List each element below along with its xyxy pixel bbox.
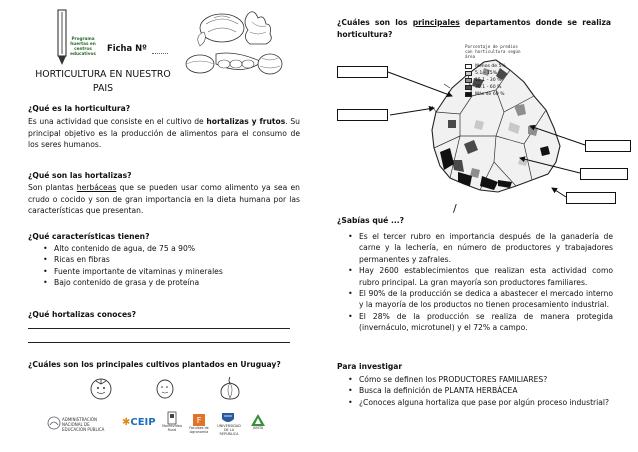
list-item: • Alto contenido de agua, de 75 a 90% xyxy=(40,243,300,254)
investigar-list xyxy=(345,374,613,408)
list-item: • Bajo contenido de grasa y de proteína xyxy=(40,277,300,288)
universidad-logo-text: UNIVERSIDAD DE LA REPÚBLICA xyxy=(217,424,241,436)
caracteristicas-list xyxy=(40,243,300,289)
ficha-label: Ficha Nº xyxy=(107,43,147,53)
montevideo-logo xyxy=(162,410,182,434)
legend-label: 15.1 - 30 % xyxy=(475,78,502,83)
answer-hortalizas-text: Son plantas xyxy=(28,183,77,192)
list-item: • Cómo se definen los PRODUCTORES FAMILIARES? xyxy=(345,374,613,385)
pencil-logo-icon xyxy=(55,8,69,66)
answer-horticultura xyxy=(28,116,300,151)
map-arrows xyxy=(330,60,620,210)
answer-hortalizas-rest: que se pueden usar como alimento ya sea en crudo o cocido y son de gran importancia en la dieta humana por las características que presentan. xyxy=(28,183,300,216)
list-item: • El 28% de la producción se realiza de manera protegida (invernáculo, microtunel) y el 72% a campo. xyxy=(345,311,613,334)
question-departamentos xyxy=(337,17,611,40)
anep-logo-icon xyxy=(47,416,61,430)
answer-line[interactable] xyxy=(28,342,290,343)
answer-box[interactable] xyxy=(337,66,388,78)
map-legend-title: Porcentaje de predios con horticultura según área xyxy=(465,44,521,59)
investigar-title: Para investigar xyxy=(337,362,403,371)
legend-label: Menos de 5% xyxy=(475,64,506,69)
facultad-logo xyxy=(189,412,209,434)
ceip-logo: ✱CEIP xyxy=(122,417,156,428)
list-item: • Busca la definición de PLANTA HERBÁCEA xyxy=(345,385,613,396)
potato-icon xyxy=(154,378,176,400)
facultad-logo-text: Facultad de Agronomía xyxy=(189,426,209,434)
question-hortalizas: ¿Qué son las hortalizas? xyxy=(28,171,132,180)
montevideo-logo-icon xyxy=(165,411,179,425)
ceip-logo-text: CEIP xyxy=(130,417,156,428)
montevideo-logo-text: Montevideo Rural xyxy=(162,424,182,432)
sabias-title: ¿Sabías qué ...? xyxy=(337,216,405,225)
junta-logo-text: JUNTA xyxy=(252,426,264,430)
answer-hortalizas xyxy=(28,182,300,217)
answer-box[interactable] xyxy=(566,192,616,204)
slash-mark: / xyxy=(453,202,457,215)
universidad-logo-icon xyxy=(220,411,236,425)
answer-box[interactable] xyxy=(337,109,388,121)
list-item: • Es el tercer rubro en importancia después de la ganadería de carne y la lechería, en número de productores y trabajadores permanentes y zafrales. xyxy=(345,231,613,265)
question-departamentos-rest: departamentos donde se realiza horticultura? xyxy=(337,18,611,39)
junta-logo xyxy=(250,412,268,434)
junta-logo-icon xyxy=(250,413,266,427)
list-item: • ¿Conoces alguna hortaliza que pase por algún proceso industrial? xyxy=(345,397,613,408)
legend-label: Más de 60 % xyxy=(475,92,505,97)
ficha-number-line xyxy=(152,53,168,54)
legend-label: 30.1 - 60 % xyxy=(475,85,502,90)
answer-box[interactable] xyxy=(585,140,631,152)
answer-horticultura-rest: . Su principal objetivo es la producción de alimentos para el consumo de los seres humanos. xyxy=(28,117,300,150)
sabias-list xyxy=(345,231,613,334)
question-horticultura: ¿Qué es la horticultura? xyxy=(28,104,131,113)
program-logo-text: Programa huertas en centros educativos xyxy=(70,36,96,56)
list-item: • Fuente importante de vitaminas y minerales xyxy=(40,266,300,277)
legend-label: 5.1 - 15% xyxy=(475,71,498,76)
answer-horticultura-text: Es una actividad que consiste en el cultivo de xyxy=(28,117,207,126)
herbaceas-link[interactable]: herbáceas xyxy=(76,183,117,192)
question-cultivos: ¿Cuáles son los principales cultivos plantados en Uruguay? xyxy=(28,360,281,369)
question-hortalizas-conoces: ¿Qué hortalizas conoces? xyxy=(28,310,137,319)
question-caracteristicas: ¿Qué características tienen? xyxy=(28,232,150,241)
question-departamentos-text: ¿Cuáles son los xyxy=(337,18,413,27)
anep-logo-text: ADMINISTRACIÓN NACIONAL DE EDUCACIÓN PÚBLICA xyxy=(62,417,105,432)
answer-horticultura-bold: hortalizas y frutos xyxy=(206,117,286,126)
universidad-logo xyxy=(217,410,241,436)
list-item: • Hay 2600 establecimientos que realizan esta actividad como rubro principal. La gran mayoría son productores familiares. xyxy=(345,265,613,288)
facultad-logo-icon xyxy=(192,413,206,427)
list-item: • El 90% de la producción se dedica a abastecer el mercado interno y la mayoría de los productos no tienen procesamiento industrial. xyxy=(345,288,613,311)
onion-icon xyxy=(218,375,242,401)
principales-link[interactable]: principales xyxy=(412,18,460,27)
page-title: HORTICULTURA EN NUESTRO PAIS xyxy=(35,69,171,94)
vegetables-illustration xyxy=(180,6,292,82)
answer-line[interactable] xyxy=(28,328,290,329)
svg-text:F: F xyxy=(196,416,202,425)
answer-box[interactable] xyxy=(580,168,628,180)
list-item: • Ricas en fibras xyxy=(40,254,300,265)
tomato-icon xyxy=(88,376,114,400)
